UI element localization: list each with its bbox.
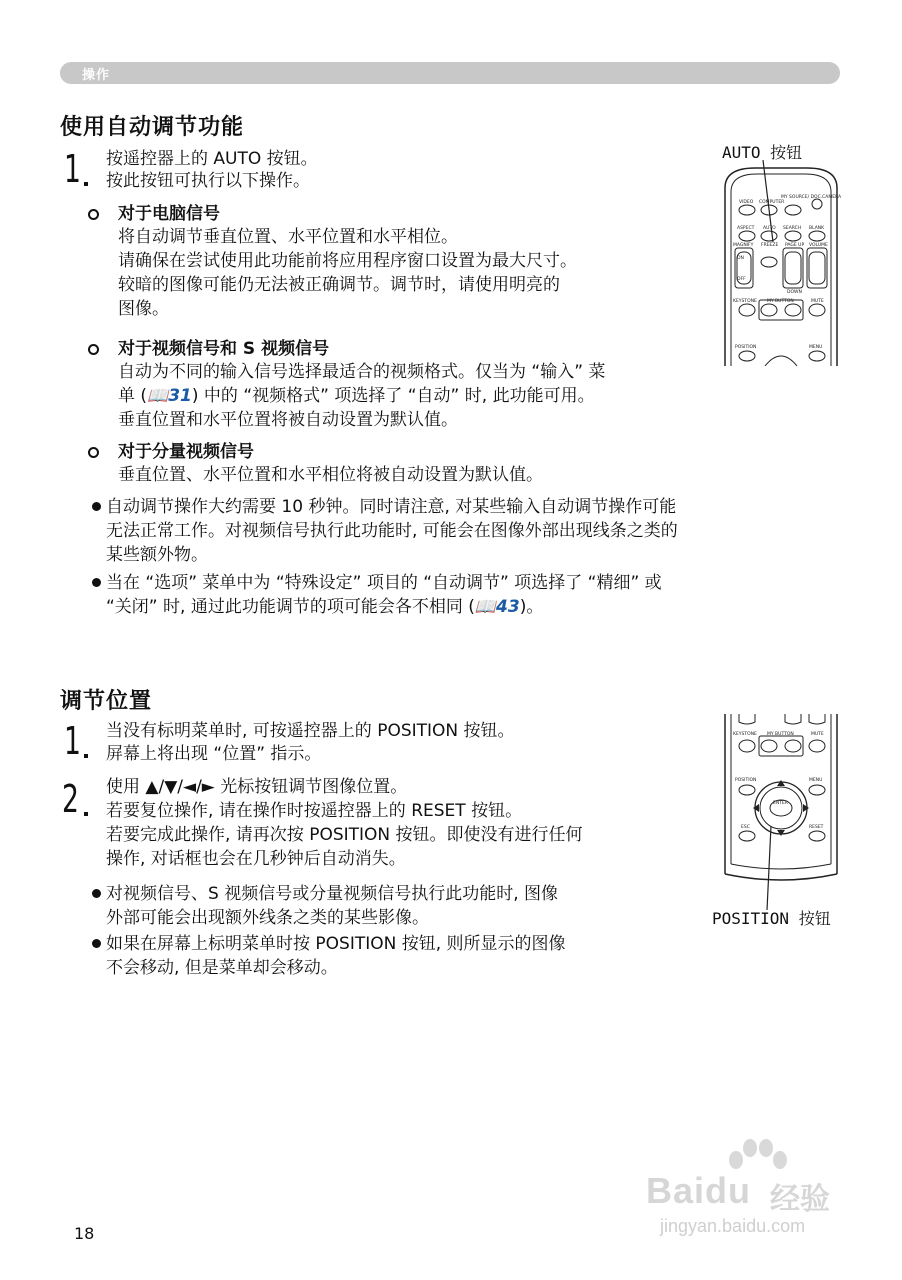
remote-label: MY BUTTON: [767, 299, 794, 304]
watermark-brand: Baidu: [646, 1170, 752, 1211]
note-line: 如果在屏幕上标明菜单时按 POSITION 按钮, 则所显示的图像: [106, 934, 566, 954]
component-line: 垂直位置、水平位置和水平相位将被自动设置为默认值。: [118, 465, 543, 485]
remote-label: MENU: [809, 345, 823, 350]
header-bar: [60, 62, 840, 84]
step-number-1: 1: [64, 719, 81, 763]
step1-line: 当没有标明菜单时, 可按遥控器上的 POSITION 按钮。: [106, 721, 515, 741]
step2-line: 若要复位操作, 请在操作时按遥控器上的 RESET 按钮。: [106, 801, 523, 821]
step1-line: 按此按钮可执行以下操作。: [106, 171, 310, 191]
video-line: 垂直位置和水平位置将被自动设置为默认值。: [118, 410, 458, 430]
section-title-position: 调节位置: [60, 689, 153, 714]
subheading-component: 对于分量视频信号: [118, 442, 254, 462]
remote-label: MY BUTTON: [767, 732, 794, 737]
note-line-text: )。: [519, 597, 544, 617]
book-ref-icon: 📖: [474, 597, 497, 617]
remote-label: VOLUME: [809, 243, 828, 248]
page-ref-link[interactable]: 43: [496, 597, 520, 617]
step1-line: 按遥控器上的 AUTO 按钮。: [106, 149, 318, 169]
note-line-text: “关闭” 时, 通过此功能调节的项可能会各不相同 (: [106, 597, 475, 617]
remote-label: ASPECT: [737, 226, 755, 231]
remote-label: ON: [737, 256, 744, 261]
video-line-with-ref: [118, 385, 595, 407]
remote-label: ENTER: [773, 801, 788, 806]
remote-label: SEARCH: [783, 226, 802, 231]
subheading-computer: 对于电脑信号: [118, 204, 220, 224]
video-line-text: ) 中的 “视频格式” 项选择了 “自动” 时, 此功能可用。: [191, 386, 595, 406]
page-number: 18: [74, 1224, 95, 1243]
section-title-auto: 使用自动调节功能: [60, 115, 245, 140]
auto-button-caption: AUTO 按钮: [722, 143, 803, 162]
circle-bullet-icon: [88, 209, 99, 220]
position-button-caption: POSITION 按钮: [712, 909, 831, 928]
remote-label: OFF: [737, 277, 746, 282]
remote-label: POSITION: [735, 345, 757, 350]
step2-line: 操作, 对话框也会在几秒钟后自动消失。: [106, 849, 406, 869]
remote-label: MY SOURCE/ DOC.CAMERA: [781, 195, 842, 200]
page-ref-link[interactable]: 31: [168, 386, 192, 406]
bullet-dot-icon: [92, 502, 101, 511]
note-line: 外部可能会出现额外线条之类的某些影像。: [106, 908, 429, 928]
note-line-with-ref: [106, 596, 543, 618]
watermark-url: jingyan.baidu.com: [660, 1216, 806, 1236]
step1-line: 屏幕上将出现 “位置” 指示。: [106, 744, 322, 764]
step2-line: 使用 ▲/▼/◄/► 光标按钮调节图像位置。: [106, 777, 408, 797]
remote-label: BLANK: [809, 226, 825, 231]
computer-line: 将自动调节垂直位置、水平位置和水平相位。: [118, 227, 458, 247]
computer-line: 请确保在尝试使用此功能前将应用程序窗口设置为最大尺寸。: [118, 251, 577, 271]
remote-label: POSITION: [735, 778, 757, 783]
step2-line: 若要完成此操作, 请再次按 POSITION 按钮。即使没有进行任何: [106, 825, 583, 845]
remote-control-top-illustration: [715, 160, 847, 366]
subheading-video: 对于视频信号和 S 视频信号: [118, 339, 330, 359]
watermark-cn: 经验: [770, 1183, 830, 1216]
step-number-2: 2: [62, 777, 79, 821]
note-line: 不会移动, 但是菜单却会移动。: [106, 958, 338, 978]
bullet-dot-icon: [92, 889, 101, 898]
computer-line: 较暗的图像可能仍无法被正确调节。调节时，请使用明亮的: [118, 275, 560, 295]
step-number-1: 1: [64, 147, 81, 191]
remote-label: MUTE: [811, 732, 824, 737]
circle-bullet-icon: [88, 344, 99, 355]
remote-label: MAGNIFY: [733, 243, 754, 248]
remote-label: VIDEO: [739, 200, 754, 205]
circle-bullet-icon: [88, 447, 99, 458]
remote-label: FREEZE: [761, 243, 779, 248]
note-line: 当在 “选项” 菜单中为 “特殊设定” 项目的 “自动调节” 项选择了 “精细” 或: [106, 573, 662, 593]
remote-label: PAGE UP: [785, 243, 805, 248]
step-dot: [84, 812, 88, 816]
note-line: 无法正常工作。对视频信号执行此功能时, 可能会在图像外部出现线条之类的: [106, 521, 678, 541]
bullet-dot-icon: [92, 939, 101, 948]
remote-control-position-illustration: [715, 714, 847, 910]
video-line: 自动为不同的输入信号选择最适合的视频格式。仅当为 “输入” 菜: [118, 362, 606, 382]
remote-label: MENU: [809, 778, 823, 783]
remote-label: AUTO: [763, 226, 776, 231]
note-line: 对视频信号、S 视频信号或分量视频信号执行此功能时, 图像: [106, 884, 559, 904]
bullet-dot-icon: [92, 578, 101, 587]
book-ref-icon: 📖: [147, 386, 169, 406]
remote-label: COMPUTER: [759, 200, 785, 205]
video-line-text: 单 (: [118, 386, 148, 406]
remote-label: ESC: [741, 825, 750, 830]
remote-label: KEYSTONE: [733, 299, 757, 304]
step-dot: [84, 182, 88, 186]
remote-label: KEYSTONE: [733, 732, 757, 737]
note-line: 自动调节操作大约需要 10 秒钟。同时请注意, 对某些输入自动调节操作可能: [106, 497, 677, 517]
step-dot: [84, 754, 88, 758]
note-line: 某些额外物。: [106, 545, 208, 565]
computer-line: 图像。: [118, 299, 169, 319]
remote-label: MUTE: [811, 299, 824, 304]
header-label: 操作: [82, 68, 111, 83]
remote-label: RESET: [809, 825, 824, 830]
remote-label: DOWN: [787, 290, 802, 295]
